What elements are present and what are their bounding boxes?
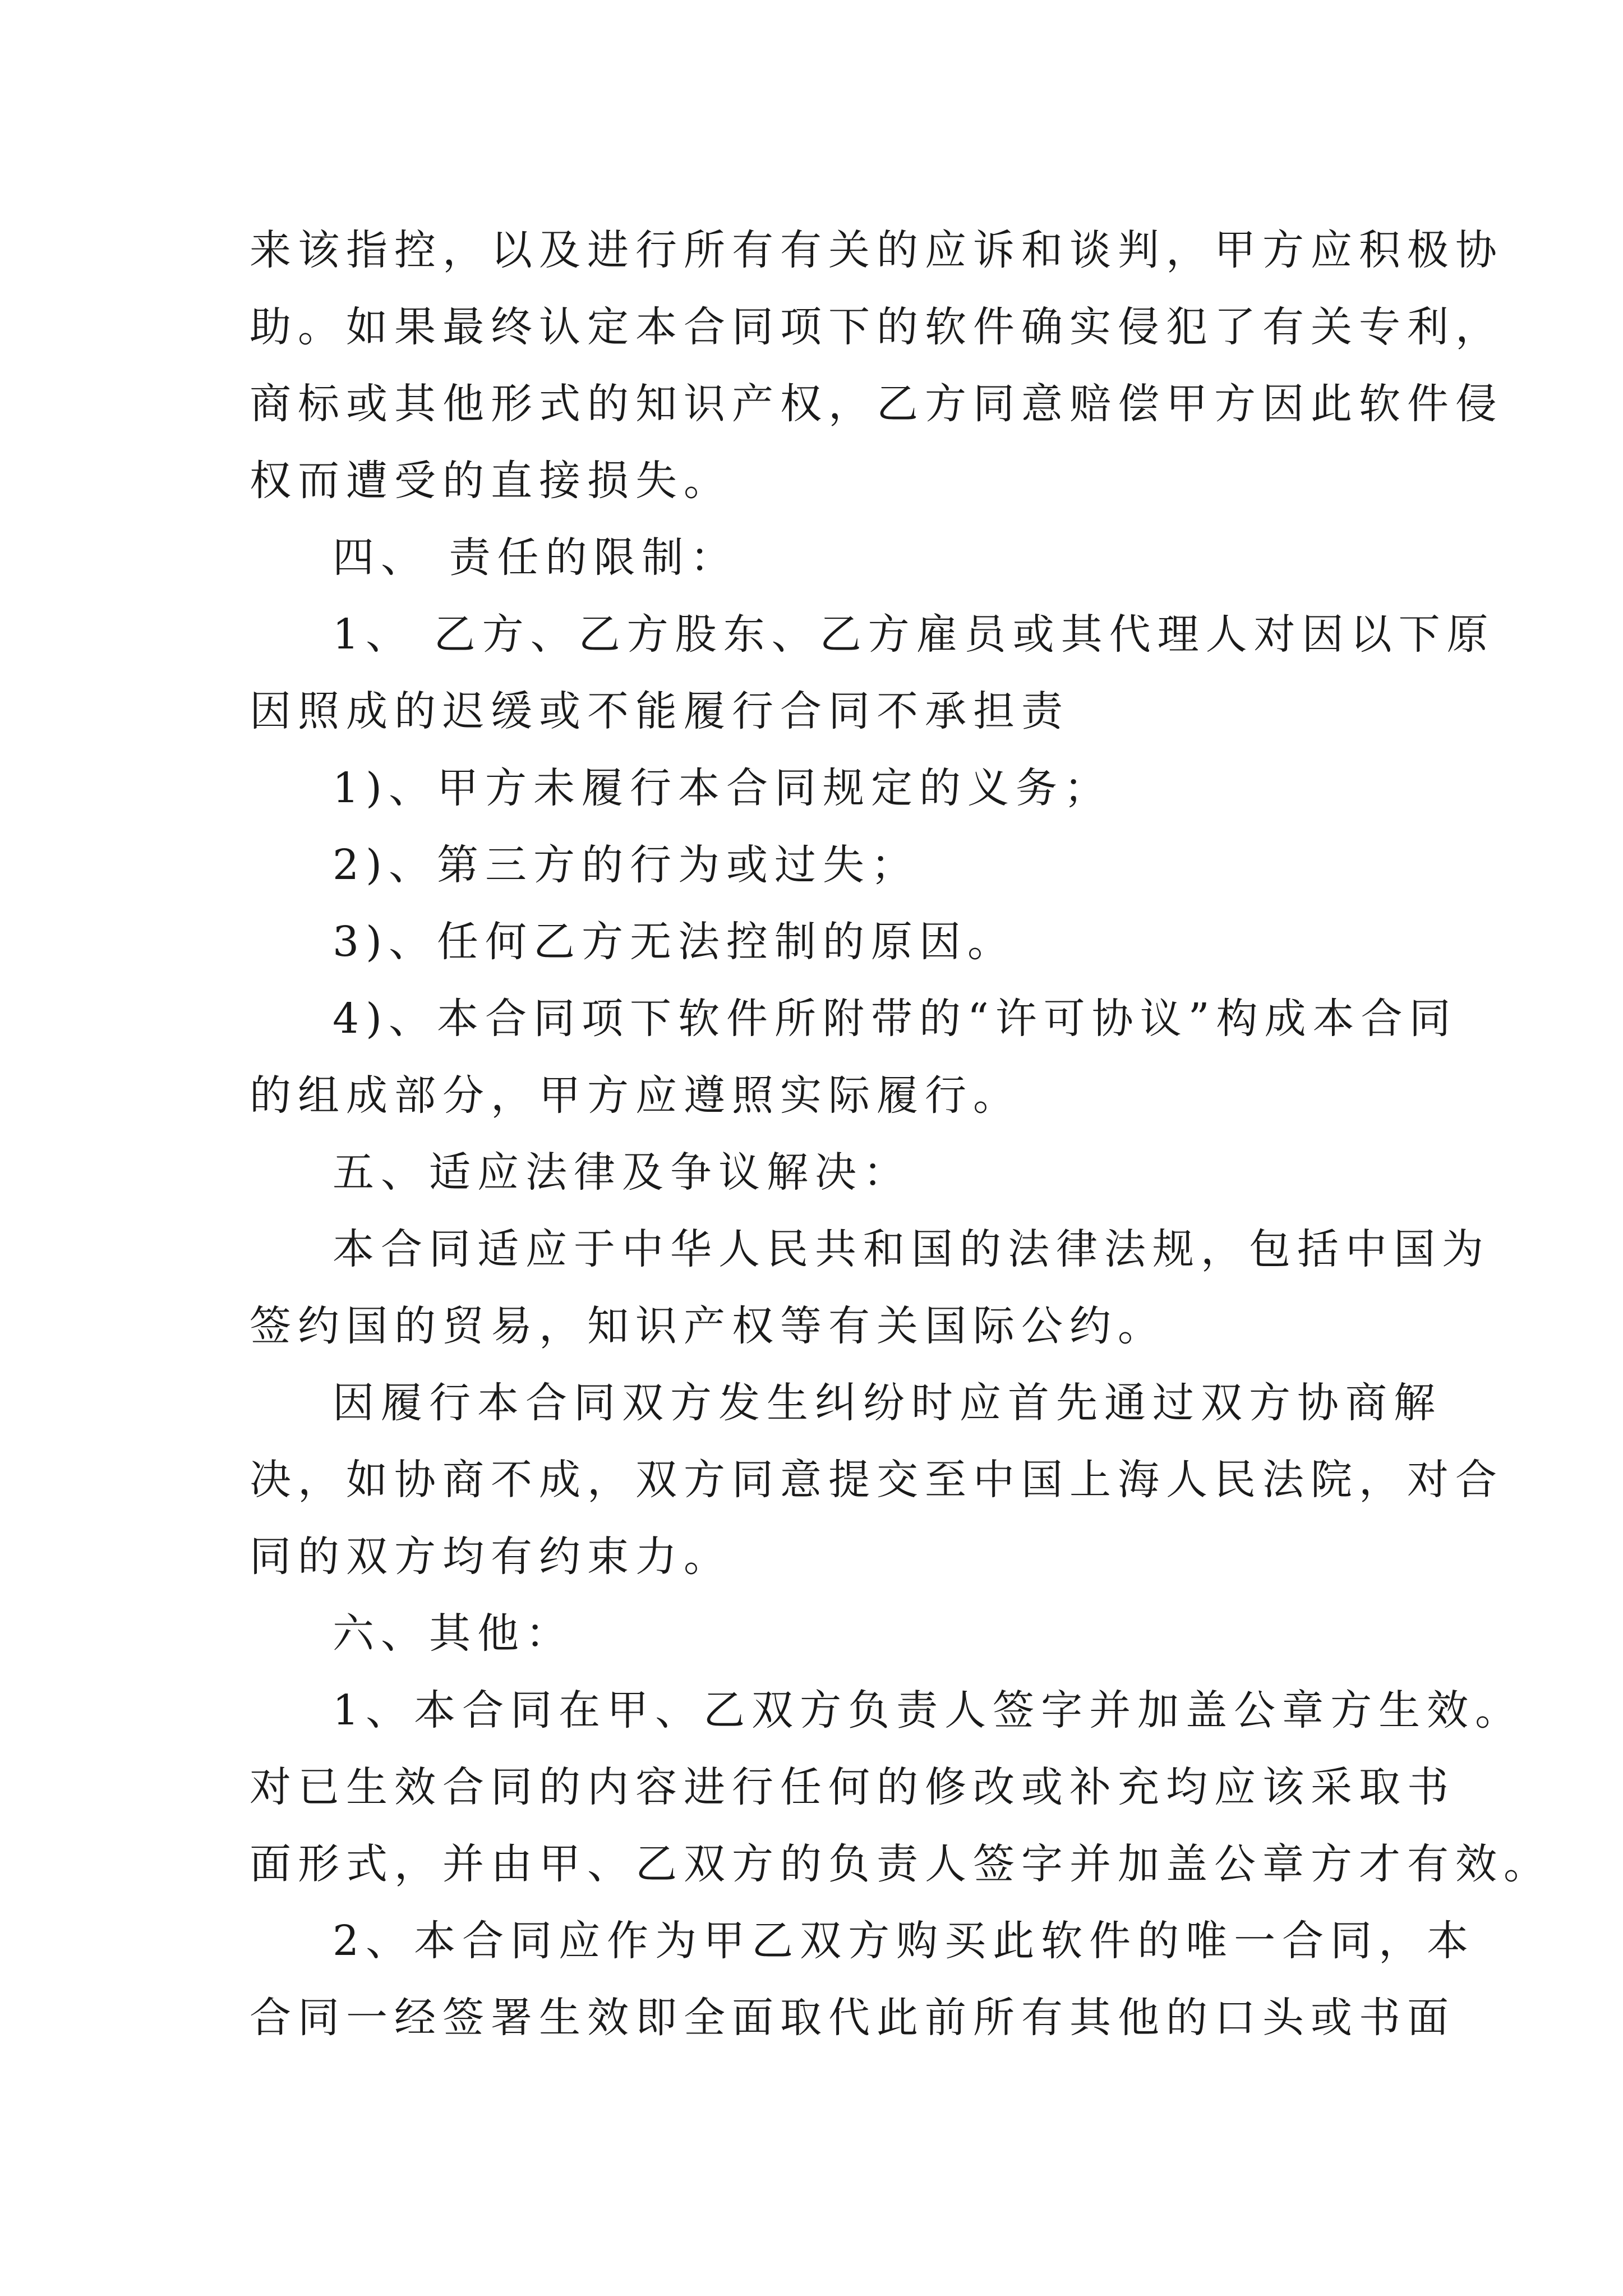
text-line: 合同一经签署生效即全面取代此前所有其他的口头或书面 xyxy=(250,1994,1455,2042)
text-line: 商标或其他形式的知识产权，乙方同意赔偿甲方因此软件侵 xyxy=(250,380,1504,428)
text-line: 的组成部分，甲方应遵照实际履行。 xyxy=(250,1071,1021,1120)
text-line: 2、本合同应作为甲乙双方购买此软件的唯一合同，本 xyxy=(333,1917,1476,1965)
list-item: 1)、甲方未履行本合同规定的义务； xyxy=(333,764,1112,812)
list-item: 2)、第三方的行为或过失； xyxy=(333,841,919,889)
text-line: 来该指控，以及进行所有有关的应诉和谈判，甲方应积极协 xyxy=(250,226,1504,274)
text-line: 决，如协商不成，双方同意提交至中国上海人民法院，对合 xyxy=(250,1456,1504,1504)
section-heading-governing-law: 五、适应法律及争议解决： xyxy=(333,1148,911,1197)
text-line: 同的双方均有约束力。 xyxy=(250,1533,732,1581)
text-line: 本合同适应于中华人民共和国的法律法规，包括中国为 xyxy=(333,1225,1490,1273)
text-line: 签约国的贸易，知识产权等有关国际公约。 xyxy=(250,1302,1166,1350)
section-heading-other: 六、其他： xyxy=(333,1609,574,1658)
contract-body-text xyxy=(250,212,1552,2056)
text-line: 面形式，并由甲、乙双方的负责人签字并加盖公章方才有效。 xyxy=(250,1840,1552,1888)
list-item: 3)、任何乙方无法控制的原因。 xyxy=(333,918,1016,966)
list-item: 4)、本合同项下软件所附带的“许可协议”构成本合同 xyxy=(333,995,1458,1043)
text-line: 因照成的迟缓或不能履行合同不承担责 xyxy=(250,687,1069,735)
text-line: 对已生效合同的内容进行任何的修改或补充均应该采取书 xyxy=(250,1763,1455,1811)
text-line: 因履行本合同双方发生纠纷时应首先通过双方协商解 xyxy=(333,1379,1442,1427)
section-heading-liability-limits: 四、 责任的限制： xyxy=(333,533,739,582)
text-line: 助。如果最终认定本合同项下的软件确实侵犯了有关专利， xyxy=(250,303,1504,351)
text-line: 1、 乙方、乙方股东、乙方雇员或其代理人对因以下原 xyxy=(333,610,1495,659)
text-line: 权而遭受的直接损失。 xyxy=(250,457,732,505)
text-line: 1、本合同在甲、乙双方负责人签字并加盖公章方生效。 xyxy=(333,1686,1524,1734)
